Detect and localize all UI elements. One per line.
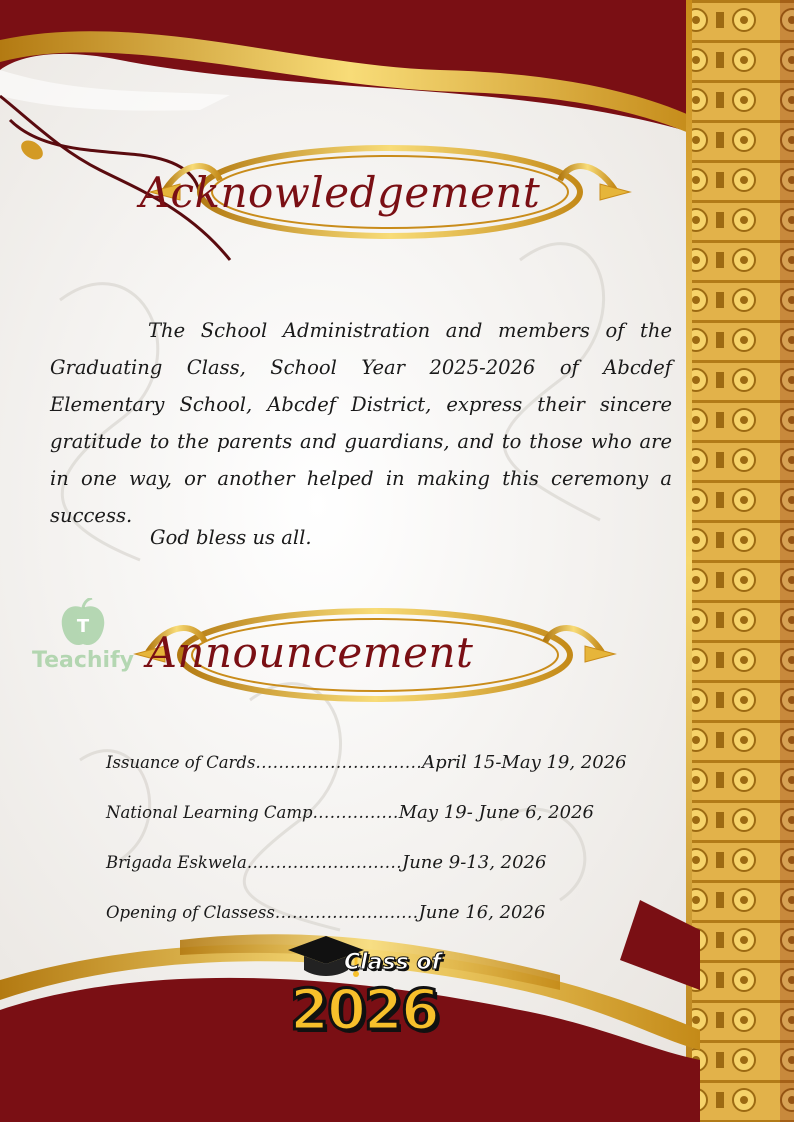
event-name: Issuance of Cards: [106, 753, 256, 772]
acknowledgement-body-text: The School Administration and members of the Graduating Class, School Year 2025-2026 of Abcdef Elementary School, Abcdef District, express their sincere gratitude to the parents and guardians, and to those who are in one way, or another helped in making this ceremony a success.: [50, 319, 672, 527]
acknowledgement-title: Acknowledgement: [139, 168, 541, 217]
acknowledgement-body: [50, 312, 672, 534]
class-of-badge: [280, 932, 450, 1052]
event-date: April 15-May 19, 2026: [422, 752, 627, 773]
announcement-title: Announcement: [146, 628, 474, 677]
leader-dots: ...........................: [246, 853, 402, 872]
leader-dots: .............................: [255, 753, 423, 772]
announcement-item: [106, 802, 666, 852]
class-of-label: Class of: [344, 950, 442, 975]
leader-dots: .........................: [274, 903, 419, 922]
announcement-list: [106, 752, 666, 952]
watermark-text: Teachify: [31, 648, 134, 673]
class-year: 2026: [290, 978, 438, 1043]
event-date: June 9-13, 2026: [401, 852, 547, 873]
event-date: May 19- June 6, 2026: [398, 802, 594, 823]
event-name: Brigada Eskwela: [106, 853, 247, 872]
announcement-item: [106, 752, 666, 802]
announcement-item: [106, 852, 666, 902]
svg-text:T: T: [76, 616, 90, 637]
event-date: June 16, 2026: [418, 902, 546, 923]
event-name: National Learning Camp: [106, 803, 313, 822]
blessing-text: God bless us all.: [150, 526, 312, 549]
leader-dots: ...............: [312, 803, 399, 822]
event-name: Opening of Classess: [106, 903, 275, 922]
